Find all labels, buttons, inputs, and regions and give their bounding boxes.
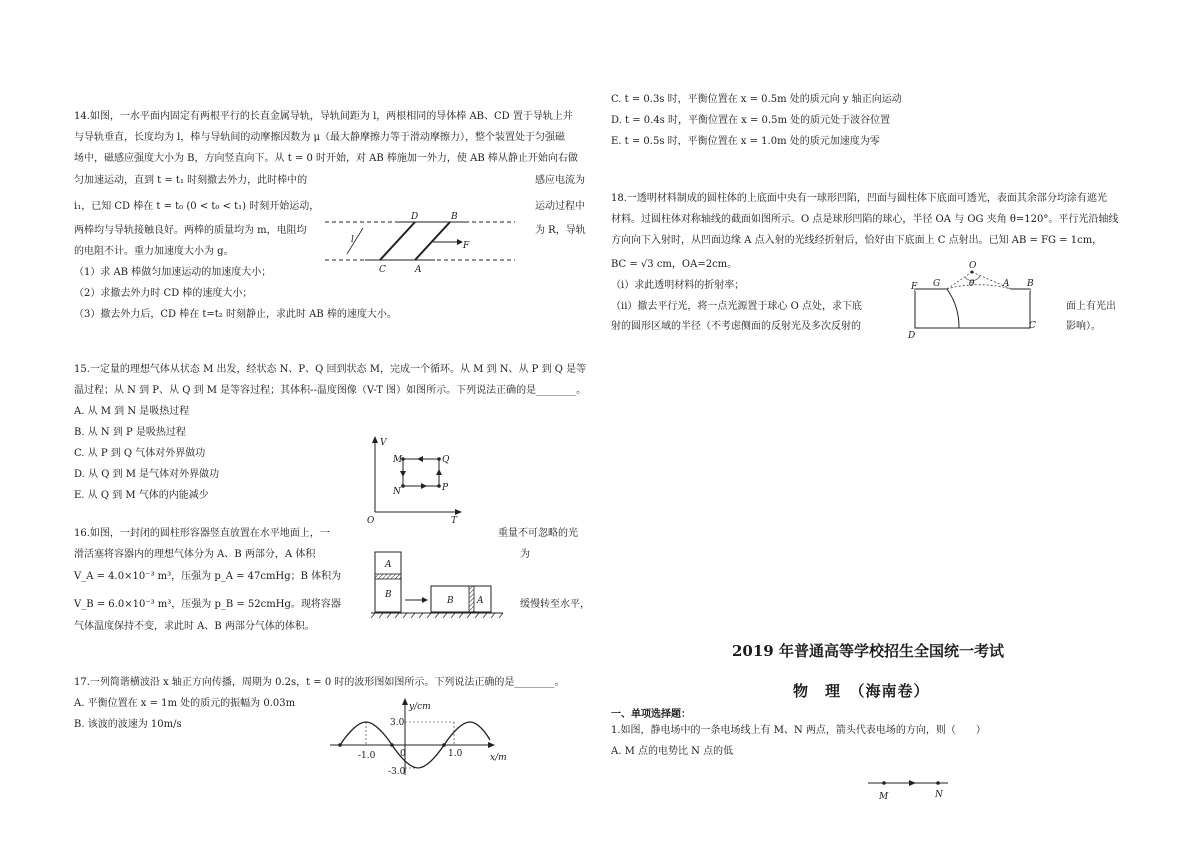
q16-container-figure [375,552,515,622]
y-tick-pos: 3.0 [390,718,405,728]
q14-line-4: 匀加速运动，直到 t = t₁ 时刻撤去外力，此时棒中的 [74,175,308,186]
q1-field-line-figure [866,776,966,806]
arrow-np [421,483,427,489]
q16-right-1: 重量不可忽略的光 [498,528,578,539]
q18-right-2: 影响）。 [1066,321,1101,332]
q18-line-4: BC = √3 cm，OA=2cm。 [611,259,738,270]
exam-title: 2019 年普通高等学校招生全国统一考试 [732,642,1004,660]
section-heading: 一、单项选择题： [611,709,691,720]
q14-line-8: （1）求 AB 棒做匀加速运动的加速度大小； [74,267,272,278]
label-c: C [1029,321,1036,331]
horizontal-piston [469,586,474,612]
label-a: A [1003,279,1010,289]
q15-option-b: B. 从 N 到 P 是吸热过程 [74,427,186,438]
label-p: P [442,483,449,493]
q15-line-2: 温过程；从 N 到 P、从 Q 到 M 是等容过程；其体积--温度图像（V-T 图）如图所示。下列说法正确的是________。 [74,385,587,396]
q16-right-3: 缓慢转至水平， [520,599,590,610]
q14-line-9: （2）求撤去外力时 CD 棒的速度大小； [74,288,253,299]
q14-line-2: 与导轨垂直，长度均为 l，棒与导轨间的动摩擦因数为 μ（最大静摩擦力等于滑动摩擦力），整个装置处于匀强磁 [74,132,566,143]
q18-line-6: （ii）撤去平行光，将一点光源置于球心 O 点处，求下底 [611,301,862,312]
cycle-box [403,459,439,486]
point-q [437,457,441,461]
q15-option-a: A. 从 M 到 N 是吸热过程 [74,406,190,417]
horizontal-label-b: B [447,596,454,606]
field-arrow [909,780,916,786]
q18-line-3: 方向向下入射时，从凹面边缘 A 点入射的光线经折射后，恰好由下底面上 C 点射出。已知 AB = FG = 1cm， [611,235,1103,246]
q14-line-6: 两棒均与导轨接触良好。两棒的质量均为 m，电阻均 [74,225,307,236]
label-b: B [451,212,458,222]
upright-label-b: B [385,590,392,600]
ground-hatching [371,613,503,618]
q16-line-4: V_B = 6.0×10⁻³ m³，压强为 p_B = 52cmHg。现将容器 [74,599,341,610]
label-f: F [911,282,918,292]
q15-option-e: E. 从 Q 到 M 气体的内能减少 [74,490,209,501]
l-marker [347,228,363,254]
q14-right-3: 为 R，导轨 [535,225,586,236]
v-axis-arrow [372,436,378,443]
q18-line-2: 材料。过圆柱体对称轴线的截面如图所示。O 点是球形凹陷的球心，半径 OA 与 OG 夹角 θ=120°。平行光沿轴线 [611,214,1119,225]
spherical-recess [947,289,959,328]
q16-line-1: 16.如图，一封闭的圆柱形容器竖直放置在水平地面上，一 [74,528,330,539]
cylinder-body [915,289,1030,328]
q15-option-d: D. 从 Q 到 M 是气体对外界做功 [74,469,220,480]
q18-right-1: 面上有光出 [1066,301,1116,312]
label-n: N [393,487,401,497]
q16-line-5: 气体温度保持不变，求此时 A、B 两部分气体的体积。 [74,621,315,632]
node-1 [338,743,342,747]
q15-line-1: 15.一定量的理想气体从状态 M 出发，经状态 N、P、Q 回到状态 M，完成一个循环。从 M 到 N、从 P 到 Q 是等 [74,364,587,375]
label-m: M [879,792,889,802]
q18-line-5: （i）求此透明材料的折射率； [611,280,745,291]
point-p [437,484,441,488]
q1-stem: 1.如图，静电场中的一条电场线上有 M、N 两点，箭头代表电场的方向，则（ ） [611,725,986,736]
q17-option-e: E. t = 0.5s 时，平衡位置在 x = 1.0m 处的质元加速度为零 [611,136,880,147]
label-q: Q [442,455,450,465]
node-3 [442,743,446,747]
rod-cd [380,222,415,260]
arrow-qm [417,456,423,462]
label-b: B [1027,279,1034,289]
point-n [936,781,940,785]
upright-label-a: A [385,560,392,570]
label-d: D [908,331,916,341]
turn-arrow-head [422,597,428,603]
q1-option-a: A. M 点的电势比 N 点的低 [611,746,734,757]
q17-option-d: D. t = 0.4s 时，平衡位置在 x = 0.5m 处的质元处于波谷位置 [611,115,891,126]
label-a: A [415,265,422,275]
label-o: O [367,516,375,526]
q16-line-3: V_A = 4.0×10⁻³ m³，压强为 p_A = 47cmHg；B 体积为 [74,571,342,582]
label-o: O [969,261,977,271]
q14-rail-figure [325,210,525,280]
q18-cylinder-figure [905,262,1045,342]
label-d: D [411,212,419,222]
label-f: F [463,241,470,251]
arrow-pq [436,469,442,475]
label-l: l [351,235,354,245]
label-g: G [933,279,941,289]
upright-piston [375,574,401,579]
label-n: N [935,790,943,800]
q18-line-1: 18.一透明材料制成的圆柱体的上底面中央有一球形凹陷，凹面与圆柱体下底面可透光，表面其余部分均涂有遮光 [611,193,1107,204]
label-theta: θ [969,279,975,289]
rod-ab [415,222,450,260]
q14-line-7: 的电阻不计。重力加速度大小为 g。 [74,246,234,257]
q15-vt-graph [365,435,475,525]
q17-option-b: B. 该波的波速为 10m/s [74,719,182,730]
q14-line-3: 场中，磁感应强度大小为 B，方向竖直向下。从 t = 0 时开始，对 AB 棒施加一外力，使 AB 棒从静止开始向右做 [74,153,578,164]
q14-right-1: 感应电流为 [535,175,585,186]
arrow-mn [400,471,406,477]
q16-line-2: 滑活塞将容器内的理想气体分为 A、B 两部分，A 体积 [74,549,316,560]
label-m: M [393,455,403,465]
y-tick-neg: -3.0 [388,767,406,777]
x-axis-arrow [488,742,495,748]
x-tick-neg: -1.0 [358,751,376,761]
q17-option-a: A. 平衡位置在 x = 1m 处的质元的振幅为 0.03m [74,698,296,709]
q16-right-2: 为 [520,549,530,560]
q17-option-c: C. t = 0.3s 时，平衡位置在 x = 0.5m 处的质元向 y 轴正向运动 [611,94,902,105]
horizontal-label-a: A [477,596,484,606]
x-axis-label: x/m [490,753,507,763]
y-axis-label: y/cm [409,702,431,712]
q14-line-5: i₁，已知 CD 棒在 t = t₀ (0 < t₀ < t₁) 时刻开始运动， [74,201,320,212]
q15-option-c: C. 从 P 到 Q 气体对外界做功 [74,448,206,459]
t-axis-arrow [455,509,462,515]
x-tick-pos: 1.0 [448,749,463,759]
label-v: V [380,438,387,448]
point-m [882,781,886,785]
point-n [401,484,405,488]
q17-wave-graph [330,700,520,780]
q17-line-1: 17.一列简谐横波沿 x 轴正方向传播，周期为 0.2s，t = 0 时的波形图如图所示。下列说法正确的是________。 [74,677,565,688]
exam-subtitle: 物 理 （海南卷） [793,682,930,700]
label-t: T [451,516,458,526]
q14-line-10: （3）撤去外力后，CD 棒在 t=t₂ 时刻静止，求此时 AB 棒的速度大小。 [74,309,397,320]
label-c: C [379,265,386,275]
q14-right-2: 运动过程中 [535,201,585,212]
q14-line-1: 14.如图，一水平面内固定有两根平行的长直金属导轨，导轨间距为 l，两根相同的导体棒 AB、CD 置于导轨上并 [74,111,573,122]
q18-line-7: 射的圆形区域的半径（不考虑侧面的反射光及多次反射的 [611,321,861,332]
y-axis-arrow [402,698,408,705]
node-2 [390,743,394,747]
origin-label: 0 [400,749,406,759]
